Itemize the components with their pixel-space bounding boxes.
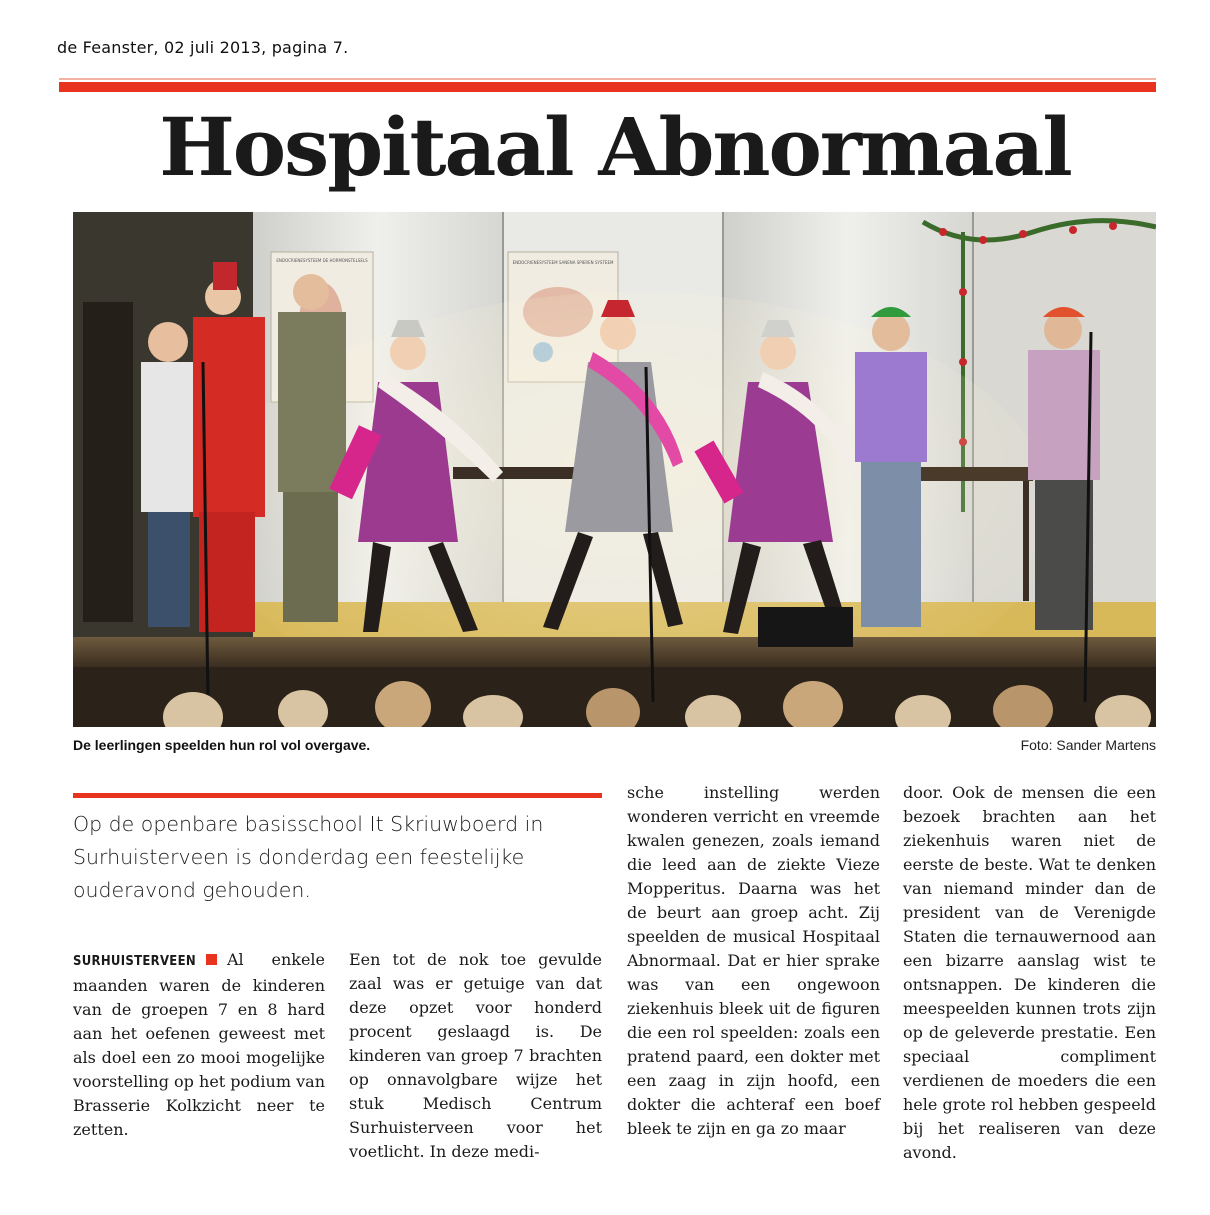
body-column-4-text: door. Ook de mensen die een bezoek brachten aan het ziekenhuis waren niet de eerste de beste. Wat te denken van niemand minder dan de president van de Verenigde Staten die ternauwernood aan een bizarre aanslag wist te ontsnappen. De kinderen die meespeelden kunnen trots zijn op de geleverde prestatie. Een speciaal compliment verdienen de moeders die een hele grote rol hebben gespeeld bij het realiseren van deze avond. bbox=[903, 783, 1157, 1162]
source-line: de Feanster, 02 juli 2013, pagina 7. bbox=[57, 38, 349, 57]
intro-paragraph: Op de openbare basisschool It Skriuwboerd in Surhuisterveen is donderdag een feestelijke ouderavond gehouden. bbox=[73, 812, 544, 902]
intro-rule bbox=[73, 793, 602, 798]
poster-left-title: ENDOCRIENESYSTEEM DE HORMONSTELSELS bbox=[276, 258, 368, 263]
body-column-1 bbox=[73, 948, 325, 1142]
body-column-1-text: Al enkele maanden waren de kinderen van de groepen 7 en 8 hard aan het oefenen geweest met als doel een zo mooi mogelijke voorstelling op het podium van Brasserie Kolkzicht neer te zetten. bbox=[73, 950, 325, 1139]
top-rule-red bbox=[59, 82, 1156, 92]
dateline: SURHUISTERVEEN bbox=[73, 954, 196, 969]
dateline-marker bbox=[206, 954, 217, 965]
photo-caption: De leerlingen speelden hun rol vol overgave. bbox=[73, 737, 371, 753]
body-column-4 bbox=[903, 781, 1156, 1165]
body-column-2 bbox=[349, 948, 602, 1164]
stage-photo bbox=[73, 212, 1156, 727]
body-column-3-text: sche instelling werden wonderen verricht en vreemde kwalen genezen, zoals iemand die leed aan de ziekte Vieze Mopperitus. Daarna was het de beurt aan groep acht. Zij speelden de musical Hospitaal Abnormaal. Dat er hier sprake was van een ongewoon ziekenhuis bleek uit de figuren die een rol speelden: zoals een pratend paard, een dokter met een zaag in zijn hoofd, een dokter die achteraf een boef bleek te zijn en ga zo maar bbox=[627, 783, 880, 1138]
body-column-3 bbox=[627, 781, 880, 1141]
poster-right-title: ENDOCRIENESYSTEEM SANENA SPIEREN SYSTEEM bbox=[512, 260, 614, 265]
top-rule-thin bbox=[59, 78, 1156, 80]
photo-credit: Foto: Sander Martens bbox=[1020, 737, 1156, 753]
body-column-2-text: Een tot de nok toe gevulde zaal was er getuige van dat deze opzet voor honderd procent geslaagd is. De kinderen van groep 7 brachten op onnavolgbare wijze het stuk Medisch Centrum Surhuisterveen voor het voetlicht. In deze medi- bbox=[349, 950, 602, 1161]
article-headline: Hospitaal Abnormaal bbox=[159, 100, 1071, 194]
